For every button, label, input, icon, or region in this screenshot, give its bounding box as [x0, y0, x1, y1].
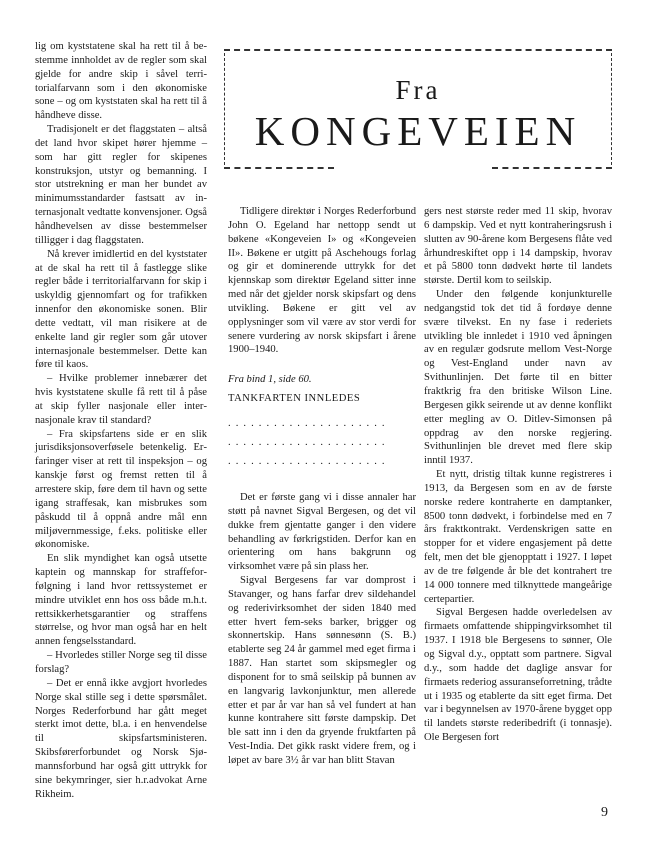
paragraph: En slik myndighet kan også utsette kaptein og mannskap for straffeforfølgning i land hvor rettssystemet er mindre utviklet enn hos oss både m.h.t. rettsikkerhetsgarantier og straffens størrelse, og hvor man også har en helt annen fengselsstandard.: [35, 553, 207, 648]
ellipsis-line: . . . . . . . . . . . . . . . . . . . . .: [228, 455, 386, 467]
section-banner: [224, 45, 612, 175]
paragraph: Sigval Bergesen hadde overledelsen av firmaets omfattende shippingvirksomhet til 1937. I 1918 ble Bergesens to sønner, Ole og Sigval d.y., opptatt som partnere. Sigval d.y., som hadde det daglige ansvar for firmaets rederiog assuranseforretning, trådte ut i 1935 og etablerte da sitt eget firma. Det var i begynnelsen av 1970-årene bygget opp til landets største rederibedrift (i tonnasje). Ole Bergesen fort: [424, 607, 612, 744]
paragraph: Under den følgende konjunkturelle nedgangstid tok det tid å fordøye denne svære tilvekst. En ny fase i rederiets utvikling ble innledet i 1910 ved åpningen av en regulær godsrute mellom Vest-Norge og Vest-England under navn av Svithunlinjen. Det førte til en bitter fraktkrig fra den britiske Wilson Line. Bergesen gikk seirende ut av denne konflikt etter megling av O. Ditlev-Simonsen på oppdrag av den norske regjering. Svithunlinjen ble drevet med flere skip inntil 1937.: [424, 289, 612, 467]
banner-kicker: Fra: [395, 75, 441, 105]
paragraph: Det er første gang vi i disse annaler har støtt på navnet Sigval Bergesen, og det vil dukke frem gjentatte ganger i den videre behandling av førkrigstiden. Derfor kan en orientering om hans bakgrunn og virksomhet være på sin plass her.: [228, 491, 416, 573]
ellipsis-line: . . . . . . . . . . . . . . . . . . . . .: [228, 436, 386, 448]
article-column-left: [35, 40, 207, 801]
section-heading: TANKFARTEN INNLEDES: [228, 393, 361, 405]
paragraph: – Hvorledes stiller Norge seg til disse forslag?: [35, 650, 207, 675]
paragraph: – Fra skipsfartens side er en slik jurisdiksjonsoverføsele betenkelig. Erfaringer viser at rett til inspeksjon – og kanskje først og fremst retten til å arrestere skip, føre dem til havn og sette igang straffesak, kan misbrukes som påskudd til å oppnå andre mål enn miljøvernmessige, f.eks. politiske eller økonomiske.: [35, 428, 207, 551]
paragraph: Et nytt, dristig tiltak kunne registreres i 1913, da Bergesen som en av de første norske redere kontraherte en damptanker, 8500 tonn dødvekt, i forbindelse med en 7 års fraktkontrakt. Verdenskrigen satte en stopper for et videre engasjement på dette felt, men det ble gjenopptatt i 1927. I løpet av de tre følgende år ble det kontrahert tre 14 000 tonnere med tilknyttede mangeårige certepartier.: [424, 469, 612, 605]
paragraph: gers nest største reder med 11 skip, hvorav 6 dampskip. Ved et nytt kontraheringsrush i slutten av 90-årene kom Bergesens flåte ved århundreskiftet opp i 14 dampskip, hvorav et på 5800 tonn dødvekt hørte til landets største. Dertil kom to seilskip.: [424, 206, 612, 287]
paragraph: – Det er ennå ikke avgjort hvorledes Norge skal stille seg i dette spørsmålet. Norges Rederforbund har gått meget sterkt imot dette, bl.a. i en henvendelse til skipsfartsministeren. Skibsførerforbundet og Norsk Sjømannsforbund har også gitt uttrykk for sine bekymringer, sier h.r.advokat Arne Rikheim.: [35, 677, 207, 800]
intro-paragraph: Tidligere direktør i Norges Rederforbund John O. Egeland har nettopp sendt ut bøkene «Kongeveien I» og «Kongeveien II». Bøkene er utgitt på Aschehougs forlag og gir et dominerende uttrykk for det kjennskap som direktør Egeland sitter inne med når det gjelder norsk skipsfart og dens utvikling. Bøkene er gitt vel av opplysninger som vil være av stor verdi for senere vurdering av norsk skipsfart i årene 1900–1940.: [228, 206, 416, 356]
banner-border: [492, 167, 612, 169]
paragraph: – Hvilke problemer innebærer det hvis kyststatene skulle få rett til å påse at skip fyller nasjonale eller internasjonale krav til standard?: [35, 373, 207, 426]
article-column-middle: [228, 205, 416, 768]
article-column-right: [424, 205, 612, 745]
paragraph: Tradisjonelt er det flaggstaten – altså det land hvor skipet hører hjemme – som har gitt regler for skipenes konstruksjon, utstyr og bemanning. I stor utstrekning er man her bundet av minimumsstandarder fastsatt av internasjonalt vedtatte konvensjoner. Også håndhevelsen av disse bestemmelser tilligger i dag flaggstaten.: [35, 124, 207, 246]
ellipsis-line: . . . . . . . . . . . . . . . . . . . . .: [228, 417, 386, 429]
banner-title: KONGEVEIEN: [254, 108, 582, 154]
paragraph: Sigval Bergesens far var domprost i Stavanger, og hans farfar drev sildehandel og rederivirksomhet der siden 1840 med etter hvert fem-seks barker, brigger og skonnertskip. Hans sønnesønn (S. B.) etablerte seg 24 år gammel med eget firma i 1887. Han startet som skipsmegler og disponent for to små seilskip på bunnen av en langvarig lavkonjunktur, men allerede etter et par år var han så vel fundert at han kunne kontrahere sitt første dampskip. Det ble satt inn i den da gryende fruktfarten på Vest-India. Det gikk raskt videre frem, og i løpet av bare 3½ år var han blitt Stavan: [228, 575, 416, 766]
banner-border: [224, 167, 334, 169]
paragraph: lig om kyststatene skal ha rett til å bestemme innholdet av de regler som skal gjelde for andre skip i såvel territorialfarvann som i den økonomiske sone – og om kyststaten skal ha rett til å håndheve disse.: [35, 41, 207, 122]
banner-border: [224, 49, 612, 51]
page-number: 9: [601, 805, 608, 820]
source-reference: Fra bind 1, side 60.: [228, 374, 312, 386]
paragraph: Nå krever imidlertid en del kyststater at de skal ha rett til å fastlegge slike regler både i territorialfarvann for skip i uskyldig gjennomfart og for trafikken innenfor den økonomiske sonen. Blir dette vedtatt, vil man risikere at de enkelte land gir regler som går utover internasjonale bestemmelser. Dette kan føre til kaos.: [35, 248, 207, 371]
